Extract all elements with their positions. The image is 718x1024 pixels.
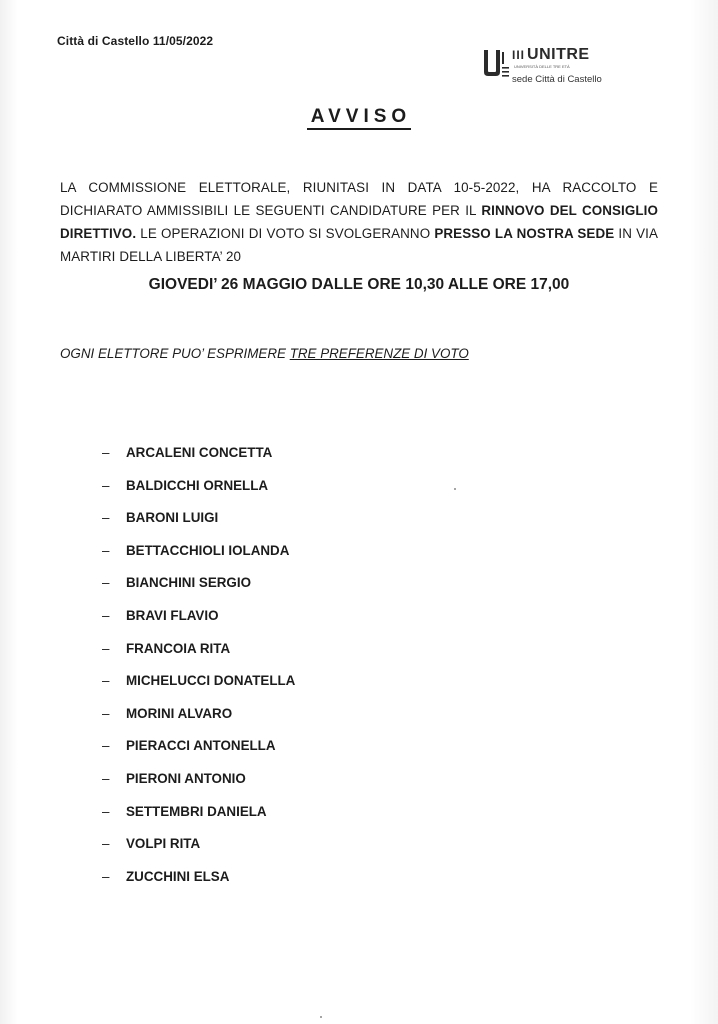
candidate-list bbox=[102, 445, 295, 901]
candidate-name: PIERONI ANTONIO bbox=[126, 770, 246, 786]
list-item bbox=[102, 706, 295, 739]
place-date: Città di Castello 11/05/2022 bbox=[57, 34, 214, 48]
candidate-name: BALDICCHI ORNELLA bbox=[126, 477, 269, 493]
list-item bbox=[102, 575, 295, 608]
candidate-name: ARCALENI CONCETTA bbox=[126, 445, 273, 460]
list-dash: – bbox=[102, 868, 110, 884]
voting-schedule: GIOVEDI’ 26 MAGGIO DALLE ORE 10,30 ALLE ORE 17,00 bbox=[148, 276, 570, 293]
list-item bbox=[102, 869, 295, 902]
list-dash: – bbox=[102, 640, 110, 656]
list-dash: – bbox=[102, 673, 110, 689]
candidate-name: BETTACCHIOLI IOLANDA bbox=[126, 542, 290, 558]
candidate-name: BRAVI FLAVIO bbox=[126, 607, 219, 623]
notice-body bbox=[60, 176, 658, 268]
notice-part-1: LA COMMISSIONE ELETTORALE, RIUNITASI IN DATA 10-5-2022, HA RACCOLTO E DICHIARATO AMMISSIBILI LE SEGUENTI CANDIDATURE PER IL bbox=[60, 180, 658, 218]
candidate-name: PIERACCI ANTONELLA bbox=[126, 738, 276, 754]
notice-title bbox=[0, 106, 718, 128]
list-dash: – bbox=[102, 705, 110, 721]
notice-part-3: IN VIA MARTIRI DELLA LIBERTA’ 20 bbox=[60, 226, 658, 264]
candidate-name: MICHELUCCI DONATELLA bbox=[126, 673, 296, 689]
candidate-name: VOLPI RITA bbox=[126, 836, 201, 852]
notice-title-text: AVVISO bbox=[307, 106, 411, 130]
candidate-name: BARONI LUIGI bbox=[126, 510, 219, 526]
candidate-name: FRANCOIA RITA bbox=[126, 640, 231, 656]
candidate-name: SETTEMBRI DANIELA bbox=[126, 803, 267, 819]
unitre-logo-mark-icon bbox=[482, 48, 510, 78]
list-item bbox=[102, 836, 295, 869]
list-dash: – bbox=[102, 510, 110, 526]
logo-seat: sede Città di Castello bbox=[512, 74, 602, 85]
list-dash: – bbox=[102, 836, 110, 852]
scan-speck bbox=[320, 1016, 322, 1018]
list-item bbox=[102, 543, 295, 576]
list-item bbox=[102, 641, 295, 674]
notice-bold-2: PRESSO LA NOSTRA SEDE bbox=[434, 226, 615, 241]
list-item bbox=[102, 510, 295, 543]
list-dash: – bbox=[102, 477, 110, 493]
list-dash: – bbox=[102, 575, 110, 591]
list-item bbox=[102, 608, 295, 641]
list-item bbox=[102, 478, 295, 511]
list-item bbox=[102, 738, 295, 771]
list-dash: – bbox=[102, 542, 110, 558]
unitre-logo bbox=[482, 46, 622, 88]
list-dash: – bbox=[102, 738, 110, 754]
candidate-name: ZUCCHINI ELSA bbox=[126, 868, 230, 884]
logo-name: III UNITRE bbox=[512, 46, 590, 63]
preference-note bbox=[60, 346, 469, 361]
list-dash: – bbox=[102, 770, 110, 786]
list-dash: – bbox=[102, 607, 110, 623]
preference-underlined: TRE PREFERENZE DI VOTO bbox=[289, 346, 469, 361]
notice-part-2: LE OPERAZIONI DI VOTO SI SVOLGERANNO bbox=[136, 226, 435, 241]
logo-subtitle: UNIVERSITÀ DELLE TRE ETÀ bbox=[514, 64, 570, 69]
list-item bbox=[102, 804, 295, 837]
notice-bold-1: RINNOVO DEL CONSIGLIO DIRETTIVO. bbox=[60, 203, 659, 241]
preference-lead: OGNI ELETTORE PUO’ ESPRIMERE bbox=[60, 346, 290, 361]
list-item bbox=[102, 673, 295, 706]
list-item bbox=[102, 771, 295, 804]
list-item bbox=[102, 445, 295, 478]
candidate-name: MORINI ALVARO bbox=[126, 705, 233, 721]
candidate-name: BIANCHINI SERGIO bbox=[126, 575, 251, 591]
list-dash: – bbox=[102, 803, 110, 819]
scan-speck bbox=[454, 488, 456, 490]
list-dash: – bbox=[102, 445, 110, 460]
